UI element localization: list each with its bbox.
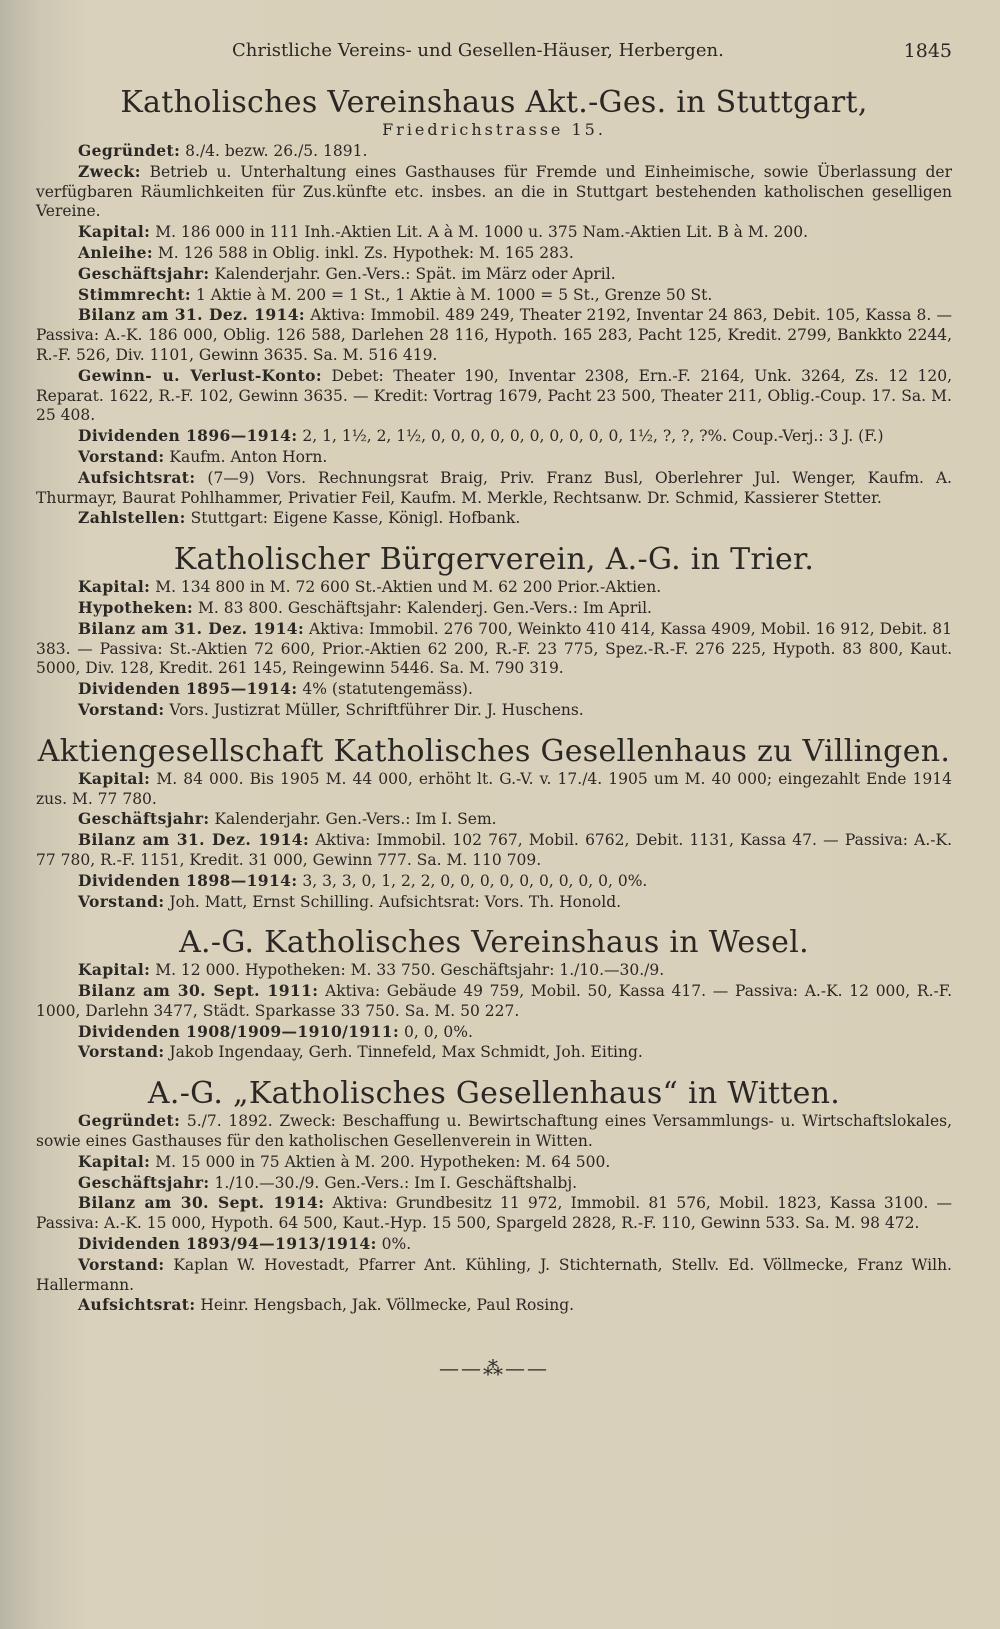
field-label: Zahlstellen: — [78, 508, 186, 528]
entry-field — [36, 1255, 952, 1296]
entry-field — [36, 305, 952, 365]
field-text: 8./4. bezw. 26./5. 1891. — [180, 142, 368, 160]
company-entry — [36, 543, 952, 721]
field-text: Jakob Ingendaay, Gerh. Tinnefeld, Max Schmidt, Joh. Eiting. — [164, 1043, 643, 1062]
entry-field — [36, 700, 952, 721]
company-entry — [36, 735, 952, 913]
field-label: Kapital: — [78, 222, 151, 242]
field-label: Aufsichtsrat: — [78, 1295, 196, 1315]
field-label: Bilanz am 31. Dez. 1914: — [78, 305, 306, 325]
field-text: Aktiva: Gebäude 49 759, Mobil. 50, Kassa 417. — Passiva: A.-K. 12 000, R.-F. 1000, Darlehn 3477, Städt. Sparkasse 33 750. Sa. M. 50 227. — [36, 982, 953, 1020]
field-label: Dividenden 1898—1914: — [78, 870, 298, 890]
field-label: Kapital: — [78, 1151, 151, 1171]
field-text: Kalenderjahr. Gen.-Vers.: Im I. Sem. — [209, 810, 497, 829]
entry-field — [36, 366, 952, 426]
field-label: Stimmrecht: — [78, 284, 192, 304]
field-label: Vorstand: — [78, 699, 165, 719]
entry-field — [36, 577, 952, 598]
entry-field — [36, 1111, 952, 1152]
entry-field — [36, 619, 952, 679]
entry-field — [36, 679, 952, 700]
entry-field — [36, 1042, 952, 1063]
entry-field — [36, 426, 952, 447]
entry-field — [36, 222, 952, 243]
field-text: Aktiva: Immobil. 489 249, Theater 2192, Inventar 24 863, Debit. 105, Kassa 8. — Passiva: A.-K. 186 000, Oblig. 126 588, Darlehen 28 116, Hypoth. 165 283, Pacht 125, Kredit. 2799, Bankkto 2244, R.-F. 526, Div. 1101, Gewinn 3635. Sa. M. 516 419. — [36, 306, 952, 364]
field-label: Bilanz am 30. Sept. 1914: — [78, 1193, 325, 1213]
entry-field — [36, 1152, 952, 1173]
field-text: Betrieb u. Unterhaltung eines Gasthauses für Fremde und Einheimische, sowie Überlassung der verfügbaren Räumlichkeiten für Zus.künfte etc. insbes. an die in Stuttgart bestehenden katholischen geselligen Vereine. — [36, 162, 952, 221]
field-text: Joh. Matt, Ernst Schilling. Aufsichtsrat: Vors. Th. Honold. — [164, 892, 622, 911]
field-text: Debet: Theater 190, Inventar 2308, Ern.-F. 2164, Unk. 3264, Zs. 12 120, Reparat. 1622, R.-F. 102, Gewinn 3635. — Kredit: Vortrag 1679, Pacht 23 500, Theater 211, Oblig.-Coup. 17. Sa. M. 25 408. — [36, 366, 952, 425]
field-label: Anleihe: — [78, 242, 153, 262]
entries — [36, 86, 952, 1316]
field-text: 3, 3, 3, 0, 1, 2, 2, 0, 0, 0, 0, 0, 0, 0, 0, 0, 0%. — [297, 871, 648, 890]
company-title: A.-G. Katholisches Vereinshaus in Wesel. — [179, 925, 809, 961]
field-label: Geschäftsjahr: — [78, 809, 210, 829]
entry-field — [36, 141, 952, 162]
field-label: Kapital: — [78, 960, 151, 980]
entry-field — [36, 960, 952, 981]
field-label: Vorstand: — [78, 891, 165, 911]
entry-field — [36, 264, 952, 285]
field-text: Stuttgart: Eigene Kasse, Königl. Hofbank. — [185, 509, 521, 528]
field-text: Heinr. Hengsbach, Jak. Völlmecke, Paul Rosing. — [195, 1296, 575, 1315]
field-label: Geschäftsjahr: — [78, 263, 210, 283]
field-label: Zweck: — [78, 161, 141, 181]
company-address: Friedrichstrasse 15. — [382, 120, 606, 139]
field-text: (7—9) Vors. Rechnungsrat Braig, Priv. Franz Busl, Oberlehrer Jul. Wenger, Kaufm. A. Thurmayr, Baurat Pohlhammer, Privatier Feil, Kaufm. M. Merkle, Rechtsanw. Dr. Schmid, Kassierer Stetter. — [36, 468, 952, 507]
field-label: Vorstand: — [78, 446, 165, 466]
company-title: Aktiengesellschaft Katholisches Gesellenhaus zu Villingen. — [37, 733, 951, 769]
entry-field — [36, 468, 952, 509]
field-text: Vors. Justizrat Müller, Schriftführer Dir. J. Huschens. — [164, 700, 584, 719]
entry-field — [36, 1173, 952, 1194]
entry-field — [36, 1193, 952, 1234]
entry-field — [36, 981, 952, 1022]
ornament-divider: ——⁂—— — [439, 1356, 549, 1381]
field-label: Dividenden 1896—1914: — [78, 426, 298, 446]
field-text: 5./7. 1892. Zweck: Beschaffung u. Bewirtschaftung eines Versammlungs- u. Wirtschaftslokales, sowie eines Gasthauses für den katholischen Gesellenverein in Witten. — [36, 1112, 952, 1151]
field-text: M. 186 000 in 111 Inh.-Aktien Lit. A à M. 1000 u. 375 Nam.-Aktien Lit. B à M. 200. — [150, 223, 809, 242]
entry-field — [36, 598, 952, 619]
field-text: Kalenderjahr. Gen.-Vers.: Spät. im März oder April. — [209, 264, 616, 283]
field-text: Kaplan W. Hovestadt, Pfarrer Ant. Kühling, J. Stichternath, Stellv. Ed. Völlmecke, Franz Wilh. Hallermann. — [36, 1255, 952, 1294]
field-text: M. 134 800 in M. 72 600 St.-Aktien und M. 62 200 Prior.-Aktien. — [150, 578, 662, 597]
field-text: 2, 1, 1½, 2, 1½, 0, 0, 0, 0, 0, 0, 0, 0, 0, 0, 1½, ?, ?, ?%. Coup.-Verj.: 3 J. (F.) — [297, 427, 884, 446]
field-label: Dividenden 1908/1909—1910/1911: — [78, 1021, 400, 1041]
field-label: Bilanz am 31. Dez. 1914: — [78, 618, 305, 638]
entry-field — [36, 1295, 952, 1316]
field-label: Bilanz am 31. Dez. 1914: — [78, 830, 310, 850]
field-label: Kapital: — [78, 768, 151, 788]
field-label: Bilanz am 30. Sept. 1911: — [78, 981, 319, 1001]
page-number: 1845 — [903, 40, 952, 62]
field-label: Aufsichtsrat: — [78, 467, 196, 487]
field-label: Hypotheken: — [78, 597, 194, 617]
company-title: A.-G. „Katholisches Gesellenhaus“ in Witten. — [147, 1076, 841, 1112]
field-text: Aktiva: Immobil. 102 767, Mobil. 6762, Debit. 1131, Kassa 47. — Passiva: A.-K. 77 780, R.-F. 1151, Kredit. 31 000, Gewinn 777. Sa. M. 110 709. — [36, 831, 952, 869]
field-text: 0, 0, 0%. — [399, 1022, 473, 1041]
field-text: M. 15 000 in 75 Aktien à M. 200. Hypotheken: M. 64 500. — [150, 1152, 611, 1171]
field-text: M. 126 588 in Oblig. inkl. Zs. Hypothek: M. 165 283. — [153, 243, 574, 262]
running-head-title: Christliche Vereins- und Gesellen-Häuser, Herbergen. — [232, 40, 724, 61]
entry-field — [36, 285, 952, 306]
field-label: Vorstand: — [78, 1042, 165, 1062]
field-label: Gegründet: — [78, 141, 181, 160]
field-label: Gewinn- u. Verlust-Konto: — [78, 365, 323, 385]
field-label: Geschäftsjahr: — [78, 1172, 210, 1192]
entry-field — [36, 1234, 952, 1255]
entry-field — [36, 769, 952, 810]
entry-field — [36, 162, 952, 222]
entry-field — [36, 508, 952, 529]
field-text: Aktiva: Immobil. 276 700, Weinkto 410 414, Kassa 4909, Mobil. 16 912, Debit. 81 383. — Passiva: St.-Aktien 72 600, Prior.-Aktien 62 200, R.-F. 23 775, Spez.-R.-F. 276 225, Hypoth. 83 800, Kaut. 5000, Div. 128, Kredit. 261 145, Reingewinn 5446. Sa. M. 790 319. — [36, 619, 952, 678]
company-title: Katholisches Vereinshaus Akt.-Ges. in Stuttgart, — [120, 85, 868, 120]
field-text: 1./10.—30./9. Gen.-Vers.: Im I. Geschäftshalbj. — [209, 1173, 578, 1192]
entry-field — [36, 809, 952, 830]
field-label: Vorstand: — [78, 1254, 165, 1274]
entry-field — [36, 1022, 952, 1043]
running-head — [36, 40, 952, 62]
field-text: M. 84 000. Bis 1905 M. 44 000, erhöht lt. G.-V. v. 17./4. 1905 um M. 40 000; eingezahlt Ende 1914 zus. M. 77 780. — [36, 769, 952, 808]
entry-field — [36, 892, 952, 913]
field-text: Kaufm. Anton Horn. — [164, 447, 328, 466]
field-text: Aktiva: Grundbesitz 11 972, Immobil. 81 576, Mobil. 1823, Kassa 3100. — Passiva: A.-K. 15 000, Hypoth. 64 500, Kaut.-Hyp. 15 500, Spargeld 2828, R.-F. 110, Gewinn 533. Sa. M. 98 472. — [36, 1194, 952, 1233]
field-text: 4% (statutengemäss). — [297, 680, 473, 699]
field-label: Kapital: — [78, 577, 151, 597]
field-label: Gegründet: — [78, 1111, 181, 1131]
entry-field — [36, 447, 952, 468]
company-entry — [36, 86, 952, 529]
field-label: Dividenden 1895—1914: — [78, 679, 298, 699]
entry-field — [36, 871, 952, 892]
field-text: 0%. — [376, 1235, 412, 1254]
company-entry — [36, 1077, 952, 1316]
entry-field — [36, 830, 952, 871]
entry-field — [36, 243, 952, 264]
field-text: M. 12 000. Hypotheken: M. 33 750. Geschäftsjahr: 1./10.—30./9. — [150, 961, 665, 980]
field-text: 1 Aktie à M. 200 = 1 St., 1 Aktie à M. 1000 = 5 St., Grenze 50 St. — [191, 285, 713, 304]
field-text: M. 83 800. Geschäftsjahr: Kalenderj. Gen.-Vers.: Im April. — [193, 598, 652, 617]
company-title: Katholischer Bürgerverein, A.-G. in Trier. — [173, 542, 815, 578]
field-label: Dividenden 1893/94—1913/1914: — [78, 1234, 377, 1254]
company-entry — [36, 926, 952, 1063]
